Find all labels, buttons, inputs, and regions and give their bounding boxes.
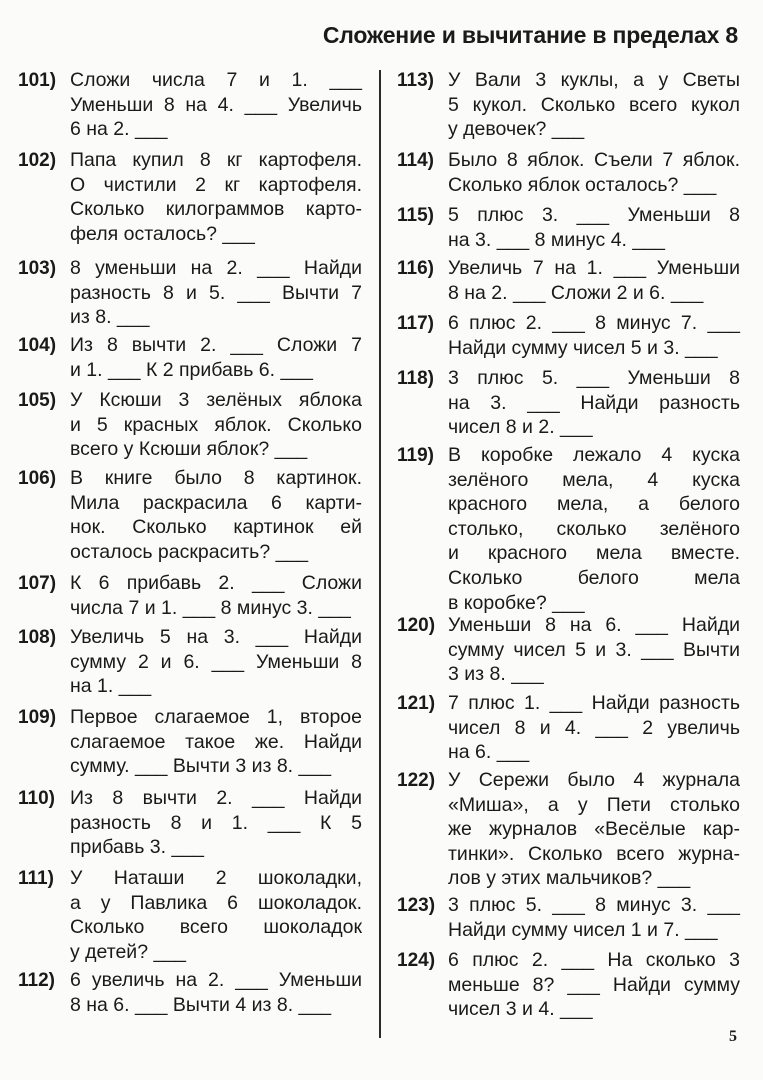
problem-text-line: красного мела, а белого xyxy=(448,493,740,516)
problem-text-line: и 1. ___ К 2 прибавь 6. ___ xyxy=(70,358,313,381)
problem-text-line: а у Павлика 6 шоколадок. xyxy=(70,891,362,914)
problem-text-line: 6 увеличь на 2. ___ Уменьши xyxy=(70,969,362,991)
problem-text-line: 7 плюс 1. ___ Найди разность xyxy=(448,692,740,714)
problem-text-line: 3 плюс 5. ___ Уменьши 8 xyxy=(448,367,740,389)
problem-text-line: чисел 8 и 4. ___ 2 увеличь xyxy=(448,716,740,739)
problem-number: 111) xyxy=(18,868,54,889)
problem-text-line: У Вали 3 куклы, а у Светы xyxy=(448,69,740,91)
problem-text-line: и красного мела вместе. xyxy=(448,542,740,565)
problem-text-line: Из 8 вычти 2. ___ Сложи 7 xyxy=(70,334,362,356)
problem-text-line: Папа купил 8 кг картофеля. xyxy=(70,149,362,171)
problem-number: 115) xyxy=(397,205,434,226)
problem-text-line: Сколько яблок осталось? ___ xyxy=(448,173,717,196)
problem-text-line: Сколько всего шоколадок xyxy=(70,916,362,939)
problem-text-line: Сложи числа 7 и 1. ___ xyxy=(70,69,362,91)
problem-text-line: К 6 прибавь 2. ___ Сложи xyxy=(70,572,362,594)
problem-text-line: В книге было 8 картинок. xyxy=(70,467,362,489)
problem-text-line: 3 плюс 5. ___ 8 минус 3. ___ xyxy=(448,894,740,916)
problem-text-line: 8 уменьши на 2. ___ Найди xyxy=(70,257,362,279)
problem-text-line: нок. Сколько картинок ей xyxy=(70,516,362,539)
problem-text-line: зелёного мела, 4 куска xyxy=(448,468,740,491)
problem-text-line: О чистили 2 кг картофеля. xyxy=(70,173,362,196)
column-divider xyxy=(379,70,381,1038)
problem-text-line: чисел 3 и 4. ___ xyxy=(448,998,593,1021)
problem-text-line: Из 8 вычти 2. ___ Найди xyxy=(70,787,362,809)
problem-number: 120) xyxy=(397,615,436,636)
problem-text-line: сумму 2 и 6. ___ Уменьши 8 xyxy=(70,650,362,673)
problem-number: 104) xyxy=(18,335,57,356)
page-number: 5 xyxy=(729,1028,737,1045)
problem-text-line: «Миша», а у Пети столько xyxy=(448,793,740,816)
problem-text-line: столько, сколько зелёного xyxy=(448,517,740,540)
problem-number: 102) xyxy=(18,150,57,171)
problem-text-line: сумму. ___ Вычти 3 из 8. ___ xyxy=(70,755,332,778)
problem-text-line: 6 плюс 2. ___ На сколько 3 xyxy=(448,949,740,971)
problem-number: 114) xyxy=(397,150,434,171)
problem-text-line: 8 на 2. ___ Сложи 2 и 6. ___ xyxy=(448,281,704,304)
problem-text-line: 8 на 6. ___ Вычти 4 из 8. ___ xyxy=(70,993,332,1016)
problem-text-line: разность 8 и 5. ___ Вычти 7 xyxy=(70,281,362,304)
problem-number: 124) xyxy=(397,950,436,971)
problem-number: 105) xyxy=(18,390,57,411)
problem-text-line: осталось раскрасить? ___ xyxy=(70,540,309,563)
problem-text-line: на 3. ___ Найди разность xyxy=(448,391,740,414)
problem-text-line: 5 плюс 3. ___ Уменьши 8 xyxy=(448,204,740,226)
problem-text-line: Увеличь 7 на 1. ___ Уменьши xyxy=(448,257,740,279)
problem-number: 106) xyxy=(18,468,57,489)
problem-number: 122) xyxy=(397,770,436,791)
problem-text-line: у девочек? ___ xyxy=(448,118,585,141)
problem-text-line: 6 на 2. ___ xyxy=(70,118,168,141)
problem-text-line: на 6. ___ xyxy=(448,741,530,764)
problem-number: 108) xyxy=(18,627,57,648)
problem-text-line: и 5 красных яблок. Сколько xyxy=(70,413,362,436)
problem-text-line: У Наташи 2 шоколадки, xyxy=(70,867,362,889)
problem-text-line: меньше 8? ___ Найди сумму xyxy=(448,973,740,996)
problem-number: 121) xyxy=(397,693,436,714)
problem-text-line: феля осталось? ___ xyxy=(70,222,255,245)
problem-text-line: чисел 8 и 2. ___ xyxy=(448,416,593,439)
problem-number: 112) xyxy=(18,970,55,991)
problem-number: 123) xyxy=(397,895,436,916)
problem-text-line: Найди сумму чисел 1 и 7. ___ xyxy=(448,918,718,941)
problem-text-line: в коробке? ___ xyxy=(448,591,585,614)
problem-text-line: Первое слагаемое 1, второе xyxy=(70,706,362,728)
problem-text-line: Найди сумму чисел 5 и 3. ___ xyxy=(448,336,718,359)
problem-text-line: прибавь 3. ___ xyxy=(70,836,205,859)
problem-text-line: В коробке лежало 4 куска xyxy=(448,444,740,466)
problem-number: 119) xyxy=(397,445,434,466)
problem-number: 103) xyxy=(18,258,57,279)
problem-number: 107) xyxy=(18,573,57,594)
problem-text-line: на 3. ___ 8 минус 4. ___ xyxy=(448,228,665,251)
problem-text-line: слагаемое такое же. Найди xyxy=(70,730,362,753)
problem-text-line: Сколько килограммов карто- xyxy=(70,198,362,221)
problem-number: 113) xyxy=(397,70,434,91)
problem-text-line: из 8. ___ xyxy=(70,306,150,329)
problem-text-line: лов у этих мальчиков? ___ xyxy=(448,867,691,890)
problem-text-line: тинки». Сколько всего журна- xyxy=(448,842,740,865)
problem-number: 116) xyxy=(397,258,434,279)
problem-text-line: 6 плюс 2. ___ 8 минус 7. ___ xyxy=(448,312,740,334)
problem-number: 110) xyxy=(18,788,55,809)
problem-number: 101) xyxy=(18,70,57,91)
problem-text-line: У Сережи было 4 журнала xyxy=(448,769,740,791)
problem-text-line: Уменьши 8 на 4. ___ Увеличь xyxy=(70,93,362,116)
problem-text-line: 5 кукол. Сколько всего кукол xyxy=(448,93,740,116)
problem-text-line: Сколько белого мела xyxy=(448,567,740,589)
problem-text-line: же журналов «Весёлые кар- xyxy=(448,818,740,841)
problem-text-line: сумму чисел 5 и 3. ___ Вычти xyxy=(448,638,740,661)
problem-text-line: у детей? ___ xyxy=(70,940,186,963)
problem-text-line: Уменьши 8 на 6. ___ Найди xyxy=(448,614,740,636)
problem-text-line: Было 8 яблок. Съели 7 яблок. xyxy=(448,149,740,171)
problem-number: 109) xyxy=(18,707,57,728)
problem-text-line: 3 из 8. ___ xyxy=(448,663,544,686)
problem-text-line: числа 7 и 1. ___ 8 минус 3. ___ xyxy=(70,596,351,619)
problem-text-line: У Ксюши 3 зелёных яблока xyxy=(70,389,362,411)
page-title: Сложение и вычитание в пределах 8 xyxy=(322,22,738,48)
problem-text-line: Мила раскрасила 6 карти- xyxy=(70,491,362,514)
problem-text-line: разность 8 и 1. ___ К 5 xyxy=(70,811,362,834)
problem-number: 118) xyxy=(397,368,434,389)
problem-text-line: всего у Ксюши яблок? ___ xyxy=(70,438,308,461)
problem-text-line: на 1. ___ xyxy=(70,675,152,698)
problem-text-line: Увеличь 5 на 3. ___ Найди xyxy=(70,626,362,648)
problem-number: 117) xyxy=(397,313,434,334)
